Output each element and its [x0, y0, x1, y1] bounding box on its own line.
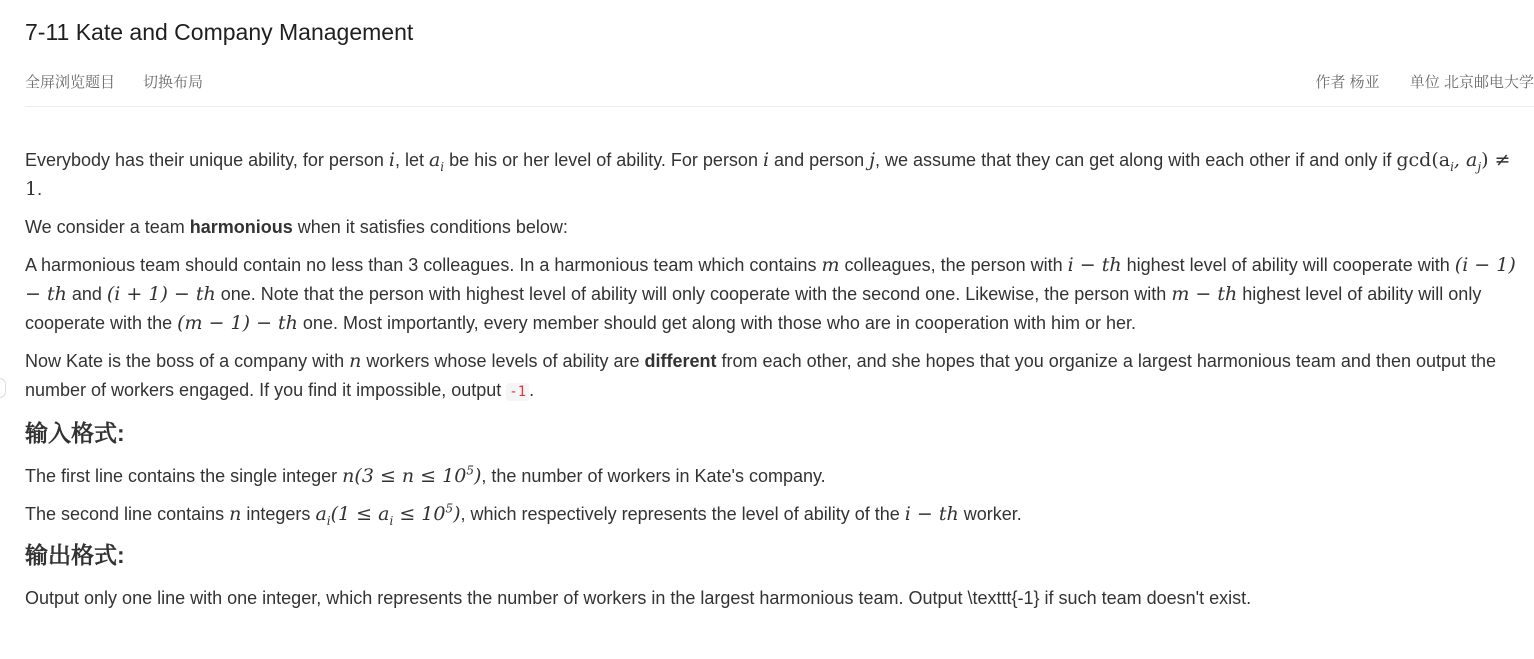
problem-title: 7-11 Kate and Company Management [25, 19, 414, 45]
description-paragraph-3: A harmonious team should contain no less than 3 colleagues. In a harmonious team which contains m colleagues, the person with i − th highest level of ability will cooperate with (i − 1) − th and (i + 1) − th one. Note that the person with highest level of ability will only cooperate with the second one. Likewise, the person with m − th highest level of ability will only cooperate with the (m − 1) − th one. Most importantly, every member should get along with those who are in cooperation with him or her. [25, 254, 1516, 334]
output-format-heading: 输出格式: [25, 542, 125, 568]
math-gcd-condition: $\gcd(a_i$, $a_j) \ne 1$ [25, 149, 1511, 200]
inline-code-minus-one: -1 [506, 383, 529, 401]
output-format-line-1: Output only one line with one integer, which represents the number of workers in the largest harmonious team. Output \texttt{-1} if such team doesn't exist. [25, 588, 1252, 608]
unit-label: 单位 [1409, 74, 1440, 91]
problem-description [25, 146, 1519, 622]
unit-name: 北京邮电大学 [1443, 74, 1534, 91]
math-i: i [762, 149, 770, 171]
description-paragraph-4: Now Kate is the boss of a company with n workers whose levels of ability are different from each other, and she hopes that you organize a largest harmonious team and then output the number of workers engaged. If you find it impossible, output -1 . [25, 350, 1497, 400]
input-format-line-2: The second line contains n integers $a_i(1 \le a_i \le 10^5)$, which respectively represents the level of ability of the i − th worker. [25, 501, 1022, 528]
description-paragraph-1: Everybody has their unique ability, for person i, let $a_i$ be his or her level of ability. For person i and person j, we assume that they can get along with each other if and only if $\gcd(a_i$, $a_j) \ne 1$. [25, 149, 1511, 200]
description-paragraph-2: We consider a team harmonious when it satisfies conditions below: [25, 217, 568, 237]
input-format-line-1: The first line contains the single integer $n(3 \le n \le 10^5)$, the number of workers in Kate's company. [25, 463, 826, 487]
math-j: j [869, 149, 876, 171]
author-name: 杨亚 [1349, 74, 1380, 91]
author-label: 作者 [1315, 74, 1346, 91]
math-i: i [388, 149, 395, 171]
math-ai: $a_i$ [428, 149, 445, 174]
term-harmonious: harmonious [189, 217, 293, 237]
problem-toolbar [25, 71, 1534, 91]
fullscreen-view-link[interactable]: 全屏浏览题目 [25, 74, 116, 91]
switch-layout-link[interactable]: 切换布局 [143, 74, 204, 91]
input-format-heading: 输入格式: [25, 420, 125, 446]
term-different: different [644, 351, 717, 371]
header-divider [25, 106, 1534, 107]
side-collapse-handle[interactable] [0, 378, 6, 398]
problem-meta [1315, 71, 1534, 92]
